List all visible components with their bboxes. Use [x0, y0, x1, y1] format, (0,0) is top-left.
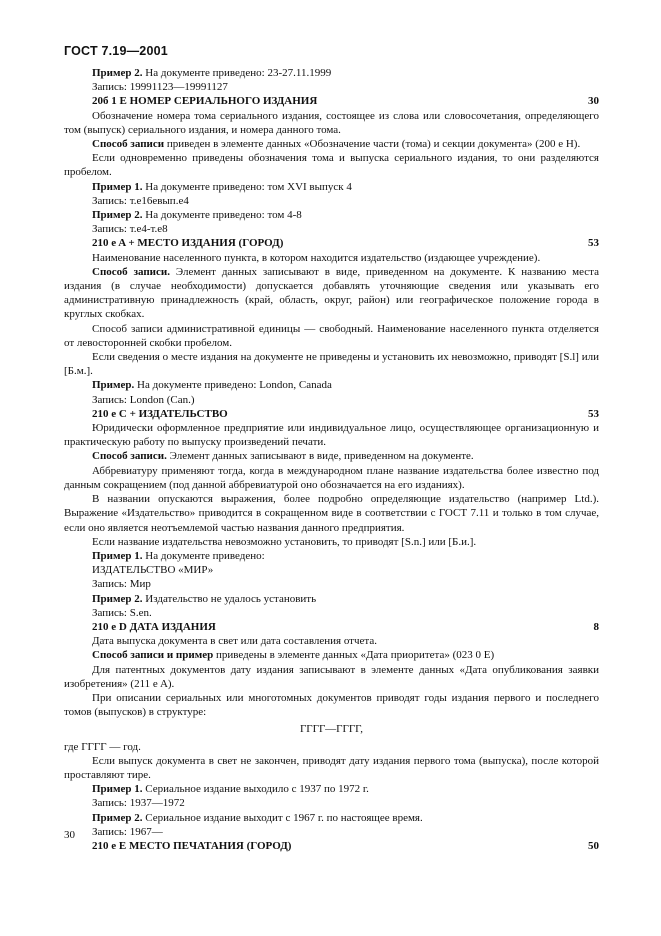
example-text: На документе приведено: London, Canada — [134, 379, 332, 392]
section-heading — [64, 839, 599, 853]
date-structure: ГГГГ—ГГГГ, — [299, 723, 364, 736]
method-label: Способ записи и пример — [92, 649, 214, 662]
section-heading — [64, 620, 599, 634]
example-text: На документе приведено: том XVI выпуск 4 — [142, 180, 352, 193]
body-paragraph: При описании сериальных или многотомных документов приводят годы издания первого и последнего томов (выпусков) в структуре: — [64, 691, 599, 719]
section-title: 210 e C + ИЗДАТЕЛЬСТВО — [92, 407, 228, 420]
record-line: Запись: Мир — [92, 578, 151, 591]
document-header: ГОСТ 7.19—2001 — [64, 44, 168, 58]
body-paragraph: Если одновременно приведены обозначения тома и выпуска сериального издания, то они разделяются пробелом. — [64, 152, 599, 179]
example-label: Пример 2. — [92, 592, 143, 605]
body-paragraph: Дата выпуска документа в свет или дата составления отчета. — [92, 635, 377, 648]
section-code: 8 — [593, 620, 599, 633]
record-line: Запись: 1967— — [92, 825, 163, 838]
section-code: 30 — [588, 95, 599, 108]
body-paragraph: В названии опускаются выражения, более подробно определяющие издательство (например Ltd.). Выражение «Издательство» приводится в сокращенном виде в соответствии с ГОСТ 7.11 и только в том случае, если оно является неотъемлемой частью названия данного предприятия. — [64, 493, 599, 534]
record-line: Запись: 19991123—19991127 — [92, 81, 228, 94]
body-paragraph — [64, 137, 599, 151]
method-text: Элемент данных записывают в виде, приведенном на документе. — [166, 450, 474, 463]
example-label: Пример 1. — [92, 783, 143, 796]
body-paragraph — [64, 265, 599, 322]
example-text: Издательство не удалось установить — [142, 592, 317, 605]
example-text: Сериальное издание выходило с 1937 по 1972 г. — [142, 783, 369, 796]
example-text: На документе приведено: том 4-8 — [142, 209, 302, 222]
example-text: Сериальное издание выходит с 1967 г. по настоящее время. — [142, 811, 423, 824]
record-line: Запись: S.en. — [92, 606, 152, 619]
page-body — [64, 66, 599, 853]
example-text: На документе приведено: 23-27.11.1999 — [142, 67, 332, 79]
example-label: Пример 2. — [92, 811, 143, 824]
section-title: 210 e D ДАТА ИЗДАНИЯ — [92, 620, 216, 633]
example-paragraph — [64, 378, 599, 392]
section-title: 20б 1 E НОМЕР СЕРИАЛЬНОГО ИЗДАНИЯ — [92, 95, 318, 108]
example-label: Пример. — [92, 379, 135, 392]
example-paragraph — [64, 782, 599, 796]
body-paragraph: Если сведения о месте издания на документе не приведены и установить их невозможно, приводят [S.l] или [Б.м.]. — [64, 351, 599, 378]
page-number: 30 — [64, 829, 75, 841]
example-paragraph — [64, 592, 599, 606]
example-paragraph — [64, 180, 599, 194]
method-label: Способ записи — [92, 138, 165, 151]
section-code: 53 — [588, 237, 599, 250]
body-paragraph: Юридически оформленное предприятие или индивидуальное лицо, осуществляющее организационную и практическую работу по выпуску произведений печати. — [64, 422, 599, 449]
body-paragraph: Обозначение номера тома сериального издания, состоящее из слова или словосочетания, определяющего том (выпуск) сериального издания, и номера данного тома. — [64, 109, 599, 136]
method-label: Способ записи. — [92, 450, 167, 463]
section-code: 50 — [588, 839, 599, 852]
record-line: Запись: London (Can.) — [92, 393, 195, 406]
body-paragraph: Если выпуск документа в свет не закончен, приводят дату издания первого тома (выпуска), после которой проставляют тире. — [64, 754, 599, 781]
body-paragraph: Способ записи административной единицы — свободный. Наименование населенного пункта отделяется от левосторонней скобки пробелом. — [64, 322, 599, 349]
example-paragraph — [64, 208, 599, 222]
body-paragraph: Наименование населенного пункта, в котором находится издательство (издающее учреждение). — [92, 251, 541, 264]
example-label: Пример 2. — [92, 67, 143, 79]
example-paragraph — [64, 66, 599, 80]
section-title: 210 e E МЕСТО ПЕЧАТАНИЯ (ГОРОД) — [92, 839, 292, 852]
record-line: Запись: т.e4-т.e8 — [92, 223, 168, 236]
record-line: Запись: 1937—1972 — [92, 797, 185, 810]
method-label: Способ записи. — [92, 265, 170, 278]
body-paragraph — [64, 449, 599, 463]
section-heading — [64, 407, 599, 421]
example-value: ИЗДАТЕЛЬСТВО «МИР» — [92, 564, 214, 577]
section-code: 53 — [588, 407, 599, 420]
example-paragraph — [64, 811, 599, 825]
method-text: Элемент данных записывают в виде, приведенном на документе. К названию места издания (в случае необходимости) допускается добавлять уточняющие сведения или указывать его административную принадлежность (край, область, округ, район) или географическое положение города в круглых скобках. — [64, 265, 599, 321]
example-text: На документе приведено: — [142, 549, 265, 562]
example-label: Пример 1. — [92, 180, 143, 193]
record-line: Запись: т.e16eвып.e4 — [92, 194, 189, 207]
section-heading — [64, 236, 599, 250]
method-text: приведены в элементе данных «Дата приоритета» (023 0 E) — [213, 649, 495, 662]
section-heading — [64, 94, 599, 108]
example-paragraph — [64, 549, 599, 563]
body-paragraph: где ГГГГ — год. — [64, 740, 141, 753]
body-paragraph: Для патентных документов дату издания записывают в элементе данных «Дата опубликования заявки изобретения» (211 e A). — [64, 663, 599, 690]
example-label: Пример 1. — [92, 549, 143, 562]
method-text: приведен в элементе данных «Обозначение части (тома) и секции документа» (200 e H). — [164, 138, 581, 151]
section-title: 210 e A + МЕСТО ИЗДАНИЯ (ГОРОД) — [92, 237, 284, 250]
body-paragraph: Если название издательства невозможно установить, то приводят [S.n.] или [Б.и.]. — [92, 535, 477, 548]
body-paragraph — [64, 648, 599, 662]
body-paragraph: Аббревиатуру применяют тогда, когда в международном плане название издательства более известно под данным сокращением (под данной аббревиатурой оно обозначается на его изданиях). — [64, 464, 599, 491]
example-label: Пример 2. — [92, 209, 143, 222]
